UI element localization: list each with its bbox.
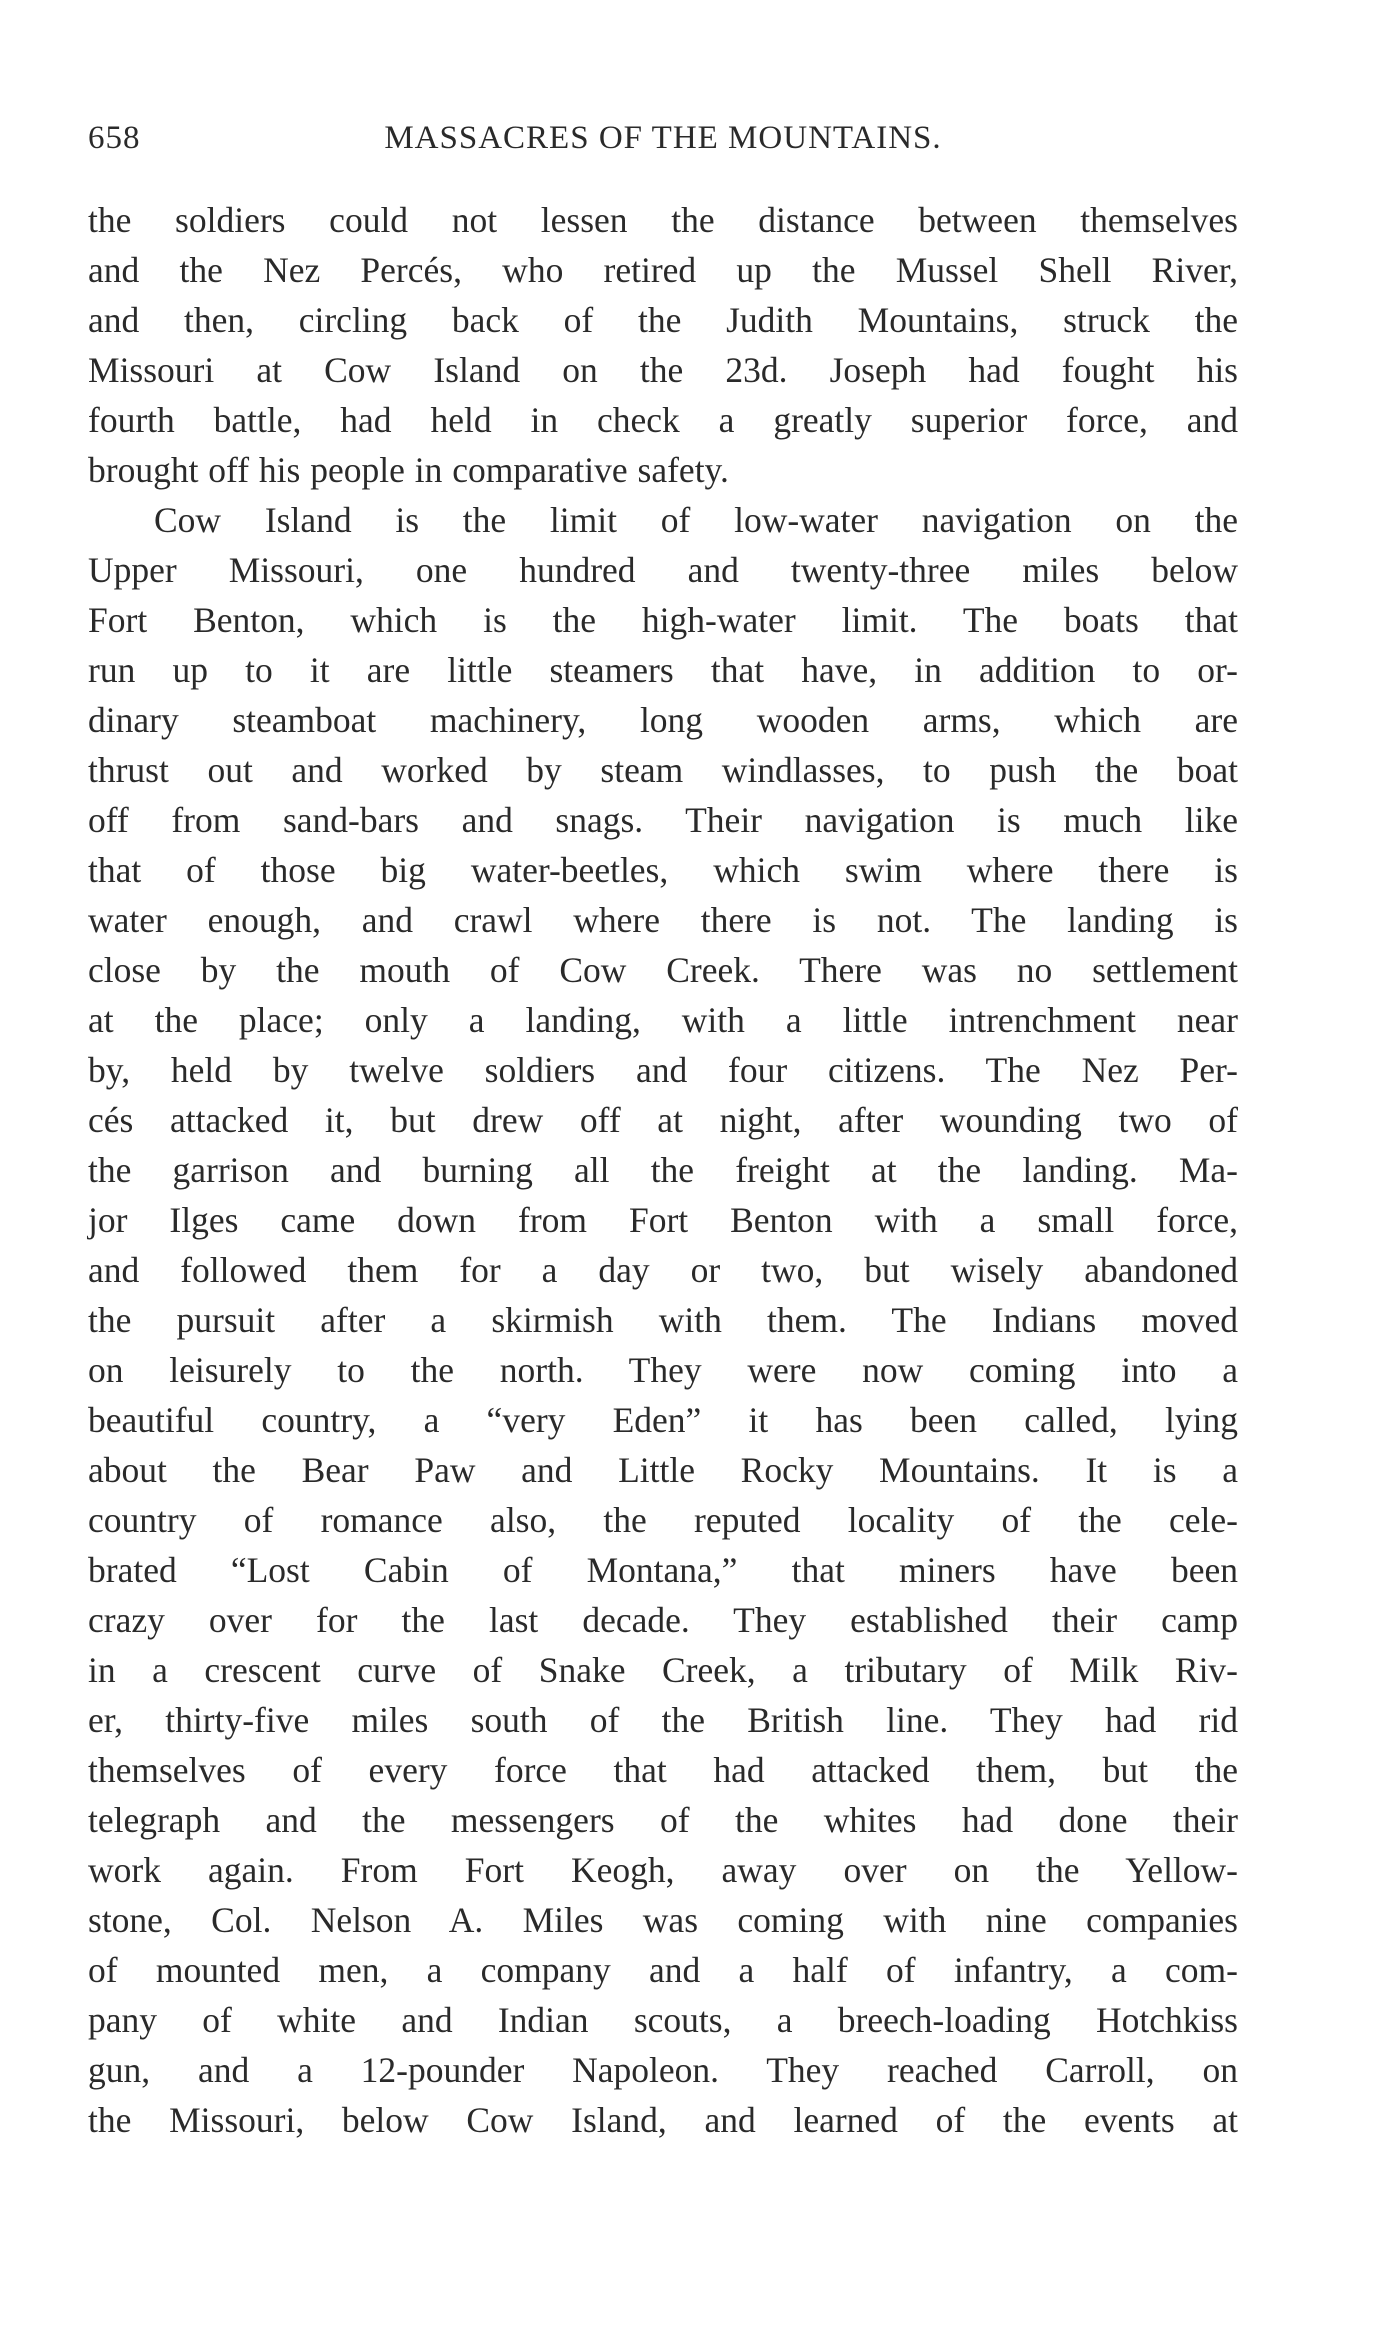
- text-line: pany of white and Indian scouts, a breech-loading Hotchkiss: [88, 2000, 1238, 2040]
- text-line: and the Nez Percés, who retired up the Mussel Shell River,: [88, 250, 1238, 290]
- text-line: on leisurely to the north. They were now coming into a: [88, 1350, 1238, 1390]
- text-line: that of those big water-beetles, which swim where there is: [88, 850, 1238, 890]
- text-line: Missouri at Cow Island on the 23d. Joseph had fought his: [88, 350, 1238, 390]
- text-line: dinary steamboat machinery, long wooden arms, which are: [88, 700, 1238, 740]
- text-line: thrust out and worked by steam windlasses, to push the boat: [88, 750, 1238, 790]
- text-line: gun, and a 12-pounder Napoleon. They reached Carroll, on: [88, 2050, 1238, 2090]
- text-line: stone, Col. Nelson A. Miles was coming with nine companies: [88, 1900, 1238, 1940]
- text-line: telegraph and the messengers of the whites had done their: [88, 1800, 1238, 1840]
- text-line: the soldiers could not lessen the distance between themselves: [88, 200, 1238, 240]
- text-line: brated “Lost Cabin of Montana,” that miners have been: [88, 1550, 1238, 1590]
- text-line: country of romance also, the reputed locality of the cele-: [88, 1500, 1238, 1540]
- text-line: in a crescent curve of Snake Creek, a tributary of Milk Riv-: [88, 1650, 1238, 1690]
- text-line: themselves of every force that had attacked them, but the: [88, 1750, 1238, 1790]
- text-line: run up to it are little steamers that have, in addition to or-: [88, 650, 1238, 690]
- text-line: off from sand-bars and snags. Their navigation is much like: [88, 800, 1238, 840]
- text-line: Upper Missouri, one hundred and twenty-three miles below: [88, 550, 1238, 590]
- running-head: [88, 116, 1238, 160]
- text-line: close by the mouth of Cow Creek. There was no settlement: [88, 950, 1238, 990]
- text-line: er, thirty-five miles south of the British line. They had rid: [88, 1700, 1238, 1740]
- page-number: 658: [88, 120, 141, 156]
- text-line: jor Ilges came down from Fort Benton with a small force,: [88, 1200, 1238, 1240]
- body-text: [88, 195, 1238, 2145]
- text-line: of mounted men, a company and a half of infantry, a com-: [88, 1950, 1238, 1990]
- text-line: by, held by twelve soldiers and four citizens. The Nez Per-: [88, 1050, 1238, 1090]
- text-line: about the Bear Paw and Little Rocky Mountains. It is a: [88, 1450, 1238, 1490]
- text-line: Fort Benton, which is the high-water limit. The boats that: [88, 600, 1238, 640]
- text-line: water enough, and crawl where there is not. The landing is: [88, 900, 1238, 940]
- text-line: fourth battle, had held in check a greatly superior force, and: [88, 400, 1238, 440]
- text-line: crazy over for the last decade. They established their camp: [88, 1600, 1238, 1640]
- text-line: and then, circling back of the Judith Mountains, struck the: [88, 300, 1238, 340]
- text-line: work again. From Fort Keogh, away over on the Yellow-: [88, 1850, 1238, 1890]
- text-line: and followed them for a day or two, but wisely abandoned: [88, 1250, 1238, 1290]
- text-line: at the place; only a landing, with a little intrenchment near: [88, 1000, 1238, 1040]
- text-line: cés attacked it, but drew off at night, after wounding two of: [88, 1100, 1238, 1140]
- text-line: the garrison and burning all the freight at the landing. Ma-: [88, 1150, 1238, 1190]
- text-line: brought off his people in comparative safety.: [88, 450, 729, 490]
- text-line: beautiful country, a “very Eden” it has been called, lying: [88, 1400, 1238, 1440]
- text-line: Cow Island is the limit of low-water navigation on the: [154, 500, 1238, 540]
- page-header-title: MASSACRES OF THE MOUNTAINS.: [384, 120, 942, 156]
- text-line: the Missouri, below Cow Island, and learned of the events at: [88, 2100, 1238, 2140]
- text-line: the pursuit after a skirmish with them. The Indians moved: [88, 1300, 1238, 1340]
